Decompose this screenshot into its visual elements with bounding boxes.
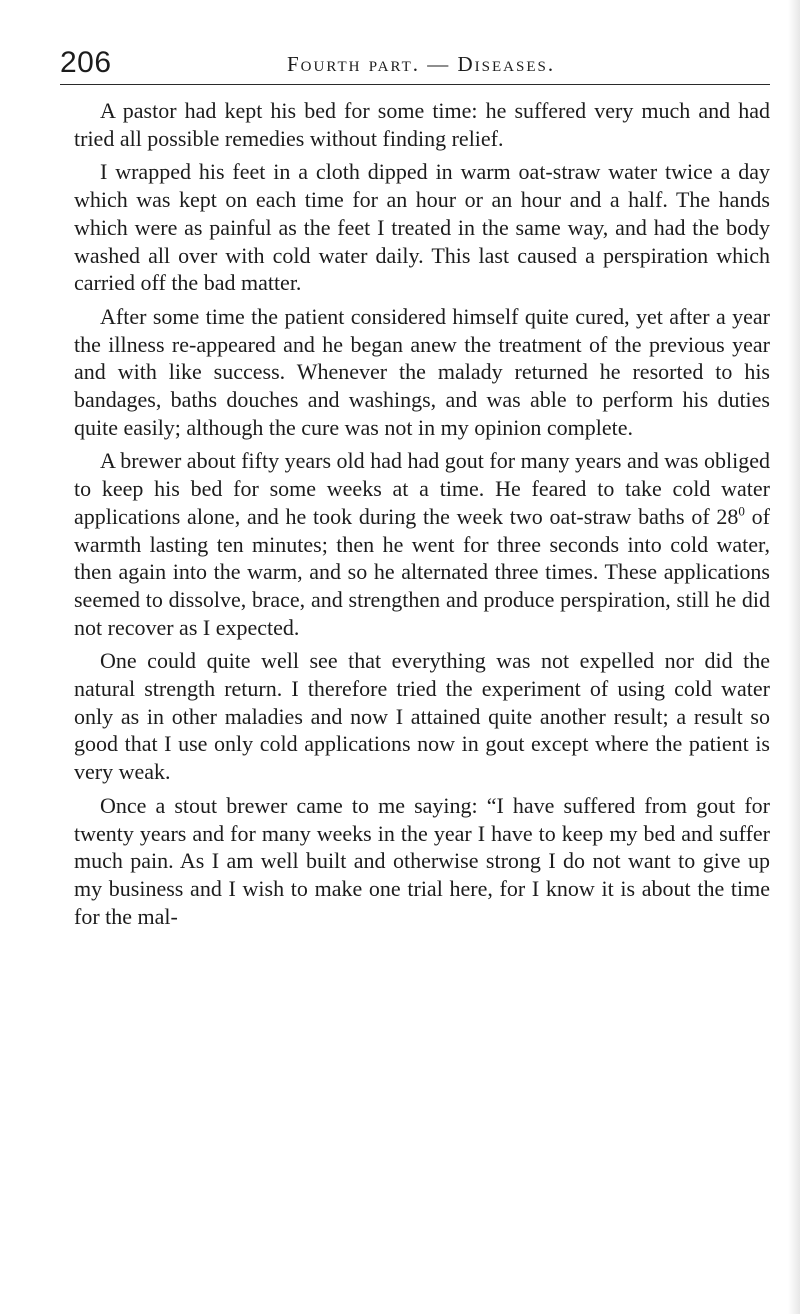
degree-mark: 0 xyxy=(738,503,745,519)
page-edge-shadow xyxy=(788,0,800,1314)
paragraph-pastor: A pastor had kept his bed for some time: he suffered very much and had tried all possible remedies without finding relief. xyxy=(74,98,770,151)
brewer-text-end: of warmth lasting ten minutes; then he went for three seconds into cold water, then again into the warm, and so he alternated three times. These applications seemed to dissolve, brace, and strengthen and produce perspiration, still he did not recover as I expected. xyxy=(74,503,770,640)
body-text xyxy=(60,97,770,930)
paragraph-treatment: I wrapped his feet in a cloth dipped in warm oat-straw water twice a day which was kept on each time for an hour or an hour and a half. The hands which were as painful as the feet I treated in the same way, and had the body washed all over with cold water daily. This last caused a perspiration which carried off the bad matter. xyxy=(74,159,770,296)
chapter-title: Fourth part. — Diseases. xyxy=(287,52,556,76)
paragraph-stout-brewer: Once a stout brewer came to me saying: “I have suffered from gout for twenty years and for many weeks in the year I have to keep my bed and suffer much pain. As I am well built and otherwise strong I do not want to give up my business and I wish to make one trial here, for I know it is about the time for the mal- xyxy=(74,792,770,929)
paragraph-brewer xyxy=(74,447,770,641)
paragraph-recurrence: After some time the patient considered himself quite cured, yet after a year the illness re-appeared and he began anew the treatment of the previous year and with like success. Whenever the malady returned he resorted to his bandages, baths douches and washings, and was able to perform his duties quite easily; although the cure was not in my opinion complete. xyxy=(74,303,770,440)
book-page xyxy=(60,40,770,936)
brewer-text-start: A brewer about fifty years old had had gout for many years and was obliged to keep his bed for some weeks at a time. He feared to take cold water applications alone, and he took during the week two oat-straw baths of 28 xyxy=(74,448,770,529)
page-number: 206 xyxy=(60,46,112,79)
running-head xyxy=(60,40,770,85)
paragraph-experiment: One could quite well see that everything was not expelled nor did the natural strength return. I therefore tried the experiment of using cold water only as in other maladies and now I attained quite another result; a result so good that I use only cold applications now in gout except where the patient is very weak. xyxy=(74,648,770,785)
